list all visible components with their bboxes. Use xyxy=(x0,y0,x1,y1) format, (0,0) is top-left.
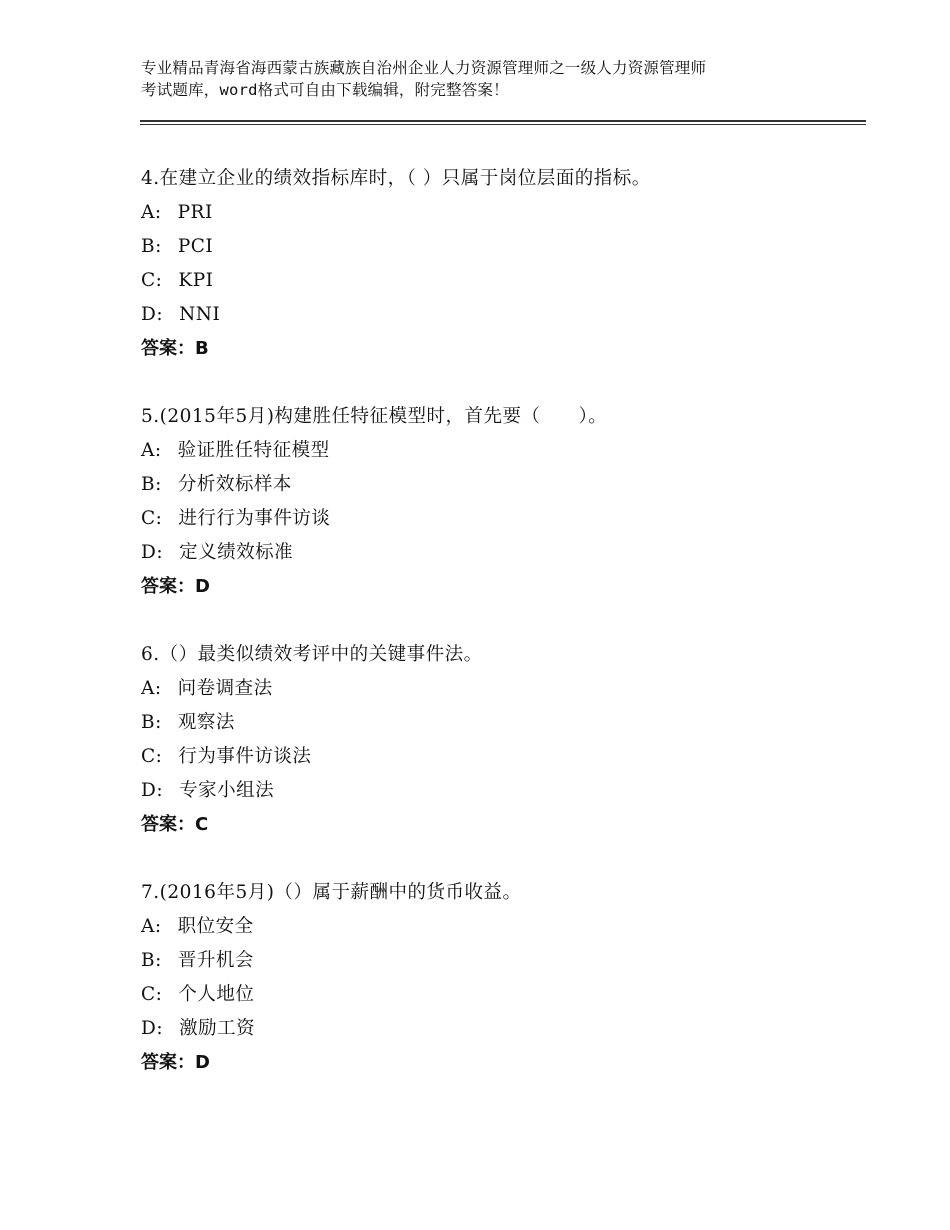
question-text: 7.(2016年5月)（）属于薪酬中的货币收益。 xyxy=(141,882,522,903)
option-a xyxy=(141,910,861,944)
option-key: D: xyxy=(141,304,164,325)
question-6 xyxy=(141,638,861,842)
option-key: B: xyxy=(141,712,162,733)
option-key: C: xyxy=(141,270,163,291)
option-c xyxy=(141,978,861,1012)
option-key: D: xyxy=(141,542,164,563)
option-b xyxy=(141,230,861,264)
option-d xyxy=(141,774,861,808)
header-title-line-2: 考试题库，word格式可自由下载编辑，附完整答案！ xyxy=(141,81,509,99)
option-key: A: xyxy=(141,678,162,699)
answer-line: 答案：B xyxy=(141,338,209,359)
option-text: 定义绩效标准 xyxy=(179,542,294,563)
option-key: C: xyxy=(141,746,163,767)
option-text: PCI xyxy=(177,236,214,257)
option-a xyxy=(141,672,861,706)
question-list xyxy=(141,162,861,1114)
header-title-line-1: 专业精品青海省海西蒙古族藏族自治州企业人力资源管理师之一级人力资源管理师 xyxy=(141,59,707,77)
option-text: 分析效标样本 xyxy=(177,474,292,495)
answer-line: 答案：C xyxy=(141,814,209,835)
option-key: C: xyxy=(141,508,163,529)
option-text: 专家小组法 xyxy=(179,780,275,801)
option-b xyxy=(141,468,861,502)
question-text: 5.(2015年5月)构建胜任特征模型时，首先要（ ）。 xyxy=(141,406,608,427)
option-a xyxy=(141,196,861,230)
option-text: KPI xyxy=(178,270,214,291)
option-text: 职位安全 xyxy=(177,916,254,937)
option-d xyxy=(141,298,861,332)
question-text: 6.（）最类似绩效考评中的关键事件法。 xyxy=(141,644,483,665)
option-key: A: xyxy=(141,916,162,937)
option-key: B: xyxy=(141,236,162,257)
option-text: 个人地位 xyxy=(178,984,255,1005)
question-text: 4.在建立企业的绩效指标库时，（ ）只属于岗位层面的指标。 xyxy=(141,168,651,189)
question-5 xyxy=(141,400,861,604)
header-divider-thin xyxy=(140,124,866,125)
option-text: 晋升机会 xyxy=(177,950,254,971)
option-text: NNI xyxy=(179,304,221,325)
option-key: B: xyxy=(141,474,162,495)
option-key: D: xyxy=(141,780,164,801)
option-key: D: xyxy=(141,1018,164,1039)
option-text: 进行行为事件访谈 xyxy=(178,508,331,529)
option-c xyxy=(141,502,861,536)
option-key: C: xyxy=(141,984,163,1005)
option-key: A: xyxy=(141,202,162,223)
option-key: B: xyxy=(141,950,162,971)
question-4 xyxy=(141,162,861,366)
option-b xyxy=(141,706,861,740)
option-text: 行为事件访谈法 xyxy=(178,746,312,767)
option-b xyxy=(141,944,861,978)
option-key: A: xyxy=(141,440,162,461)
option-c xyxy=(141,740,861,774)
option-text: 问卷调查法 xyxy=(177,678,273,699)
header-divider-thick xyxy=(140,120,866,122)
answer-line: 答案：D xyxy=(141,576,210,597)
option-a xyxy=(141,434,861,468)
option-d xyxy=(141,536,861,570)
option-text: PRI xyxy=(177,202,213,223)
document-header xyxy=(141,57,831,101)
option-d xyxy=(141,1012,861,1046)
option-text: 观察法 xyxy=(177,712,235,733)
option-text: 激励工资 xyxy=(179,1018,256,1039)
answer-line: 答案：D xyxy=(141,1052,210,1073)
question-7 xyxy=(141,876,861,1080)
option-text: 验证胜任特征模型 xyxy=(177,440,330,461)
option-c xyxy=(141,264,861,298)
